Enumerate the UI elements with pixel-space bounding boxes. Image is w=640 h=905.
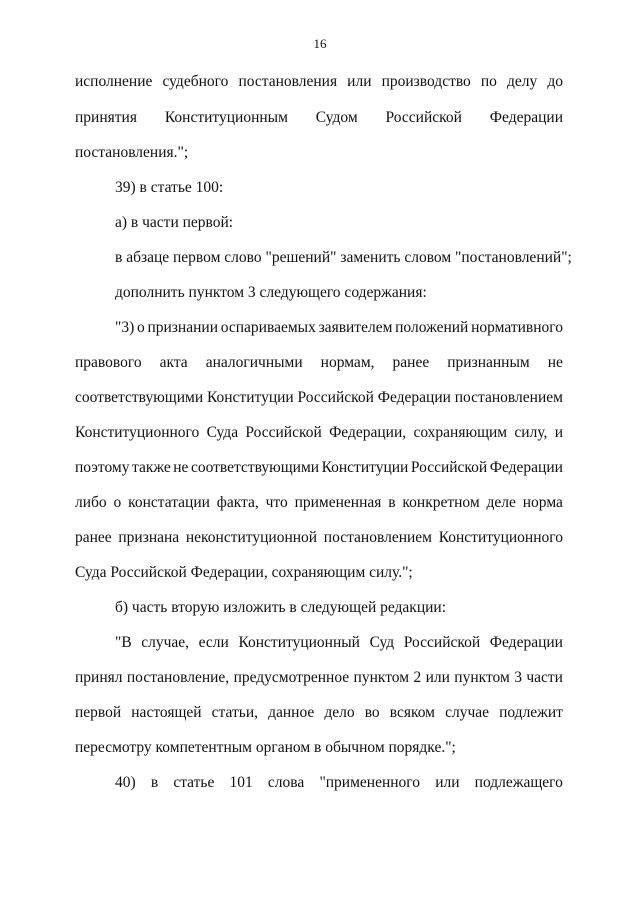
word: принял: [75, 669, 123, 686]
word: и: [554, 424, 563, 441]
word: настоящей: [131, 704, 202, 721]
word: примененная: [294, 494, 382, 511]
word: либо: [75, 494, 107, 511]
word: ранее: [392, 354, 430, 371]
text-line: Суда Российской Федерации, сохраняющим силу.";: [75, 564, 413, 581]
sub-item-heading: а) в части первой:: [115, 214, 234, 231]
word: соответствующими: [75, 389, 204, 406]
word: признании: [147, 319, 218, 336]
text-line: [75, 668, 563, 688]
word: не: [547, 354, 563, 371]
word: положений: [395, 319, 469, 336]
word: слова: [267, 774, 305, 791]
word: Суд: [369, 634, 395, 651]
word: или: [435, 774, 460, 791]
sub-item-heading: б) часть вторую изложить в следующей редакции:: [115, 599, 447, 616]
word: Российской: [403, 634, 481, 651]
word: признана: [118, 529, 180, 546]
word: исполнение: [75, 73, 153, 90]
word: не: [173, 459, 189, 476]
text-line: [115, 318, 563, 338]
word: также: [131, 459, 171, 476]
word: признанным: [447, 354, 530, 371]
word: Суда: [206, 424, 239, 441]
word: постановление,: [126, 669, 230, 686]
word: деле: [486, 494, 516, 511]
word: Конституционный: [238, 634, 360, 651]
word: Конституционного: [438, 529, 563, 546]
word: подлежит: [499, 704, 563, 721]
word: судебного: [162, 73, 229, 90]
text-line: [75, 72, 563, 92]
word: если: [198, 634, 229, 651]
word: Федерации: [489, 459, 563, 476]
word: дело: [324, 704, 355, 721]
word: нормам,: [320, 354, 375, 371]
word: "3): [115, 319, 135, 336]
text-line: дополнить пунктом 3 следующего содержания:: [115, 284, 427, 301]
word: статье: [173, 774, 215, 791]
word: констатации: [128, 494, 210, 511]
word: Конституции: [321, 459, 409, 476]
text-line: [75, 108, 563, 128]
word: в: [150, 774, 159, 791]
list-item-heading: [115, 773, 563, 793]
word: силу,: [514, 424, 548, 441]
word: 40): [115, 774, 136, 791]
word: данное: [268, 704, 315, 721]
word: Федерации: [489, 109, 563, 126]
word: Федерации: [489, 634, 563, 651]
word: Российской: [385, 109, 462, 126]
word: постановлением: [454, 389, 563, 406]
word: сохраняющим: [413, 424, 508, 441]
word: по: [480, 73, 497, 90]
word: части: [526, 669, 563, 686]
word: или: [425, 669, 450, 686]
word: случае: [445, 704, 489, 721]
word: норма: [522, 494, 563, 511]
word: что: [265, 494, 288, 511]
word: о: [113, 494, 122, 511]
word: подлежащего: [474, 774, 563, 791]
word: делу: [507, 73, 538, 90]
word: или: [347, 73, 372, 90]
text-line: [115, 633, 563, 653]
word: о: [136, 319, 145, 336]
text-line: в абзаце первом слово "решений" заменить словом "постановлений";: [115, 249, 572, 266]
word: во: [364, 704, 380, 721]
text-line: [75, 353, 563, 373]
word: Российской: [297, 389, 374, 406]
word: Конституционным: [164, 109, 288, 126]
word: в: [388, 494, 396, 511]
word: правового: [75, 354, 142, 371]
word: всяком: [389, 704, 435, 721]
word: постановлением: [323, 529, 432, 546]
page-number: 16: [313, 36, 327, 51]
list-item-heading: 39) в статье 100:: [115, 179, 224, 196]
word: поэтому: [75, 459, 130, 476]
word: акта: [159, 354, 188, 371]
word: Российской: [410, 459, 488, 476]
text-line: пересмотру компетентным органом в обычном порядке.";: [75, 739, 456, 756]
text-line: [75, 458, 563, 478]
word: Российской: [245, 424, 322, 441]
word: заявителем: [318, 319, 393, 336]
word: соответствующими: [190, 459, 320, 476]
word: постановления: [238, 73, 338, 90]
word: предусмотренное: [233, 669, 350, 686]
word: Федерации: [377, 389, 451, 406]
word: пунктом: [353, 669, 410, 686]
word: Судом: [315, 109, 358, 126]
text-line: [75, 528, 563, 548]
word: "В: [115, 634, 132, 651]
text-line: [75, 493, 563, 513]
word: нормативного: [471, 319, 563, 336]
word: 2: [413, 669, 422, 686]
word: аналогичными: [205, 354, 303, 371]
text-line: [75, 703, 563, 723]
text-line: [75, 423, 563, 443]
word: первой: [75, 704, 122, 721]
word: 101: [229, 774, 253, 791]
word: статьи,: [211, 704, 259, 721]
word: до: [547, 73, 563, 90]
word: оспариваемых: [220, 319, 316, 336]
word: неконституционной: [185, 529, 318, 546]
word: факта,: [216, 494, 259, 511]
word: 3: [514, 669, 522, 686]
word: Федерации,: [329, 424, 407, 441]
word: случае,: [141, 634, 190, 651]
text-line: постановления.";: [75, 144, 189, 161]
word: Конституции: [206, 389, 294, 406]
text-line: [75, 388, 563, 408]
word: пунктом: [454, 669, 510, 686]
word: ранее: [75, 529, 112, 546]
word: "примененного: [319, 774, 421, 791]
word: производство: [381, 73, 471, 90]
word: Конституционного: [75, 424, 200, 441]
word: конкретном: [402, 494, 480, 511]
word: принятия: [75, 109, 137, 126]
